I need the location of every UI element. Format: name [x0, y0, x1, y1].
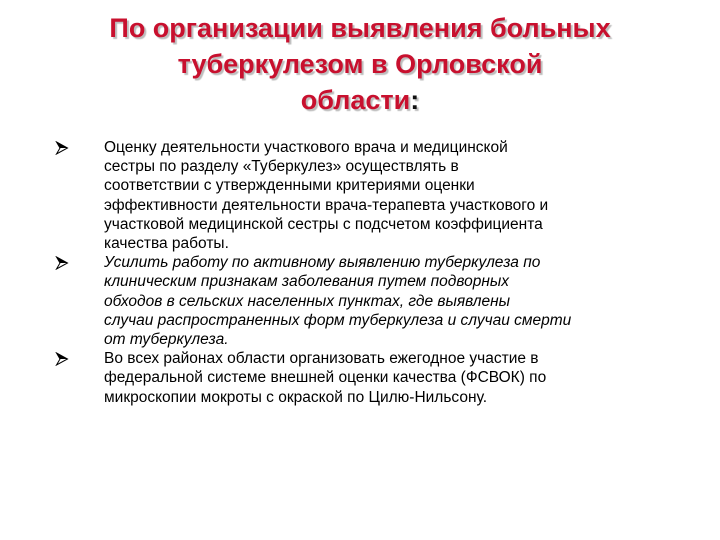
bullet-text: Во всех районах области организовать ежегодное участие в федеральной системе внешней оценки качества (ФСВОК) по микроскопии мокроты с окраской по Цилю-Нильсону. — [104, 350, 547, 406]
bullet-list — [0, 138, 720, 407]
arrowhead-bullet-icon — [55, 256, 69, 270]
title-line-2: туберкулезом в Орловской — [177, 49, 543, 79]
bullet-item — [0, 138, 720, 253]
title-colon: : — [410, 85, 420, 115]
bullet-text: Оценку деятельности участкового врача и медицинской сестры по разделу «Туберкулез» осуществлять в соответствии с утвержденными критериями оценки эффективности деятельности врача-терапевта участкового и участковой медицинской сестры с подсчетом коэффициента качества работы. — [104, 139, 549, 253]
bullet-item — [0, 349, 720, 407]
bullet-item — [0, 253, 720, 349]
title-line-3 — [40, 82, 680, 118]
arrowhead-bullet-icon — [55, 141, 69, 155]
bullet-text: Усилить работу по активному выявлению туберкулеза по клиническим признакам заболевания путем подворных обходов в сельских населенных пунктах, где выявлены случаи распространенных форм туберкулеза и случаи смерти от туберкулеза. — [104, 254, 572, 349]
title-line-3-text: области — [300, 85, 411, 115]
slide-title — [40, 10, 680, 118]
arrowhead-bullet-icon — [55, 352, 69, 366]
title-line-1: По организации выявления больных — [109, 13, 611, 43]
